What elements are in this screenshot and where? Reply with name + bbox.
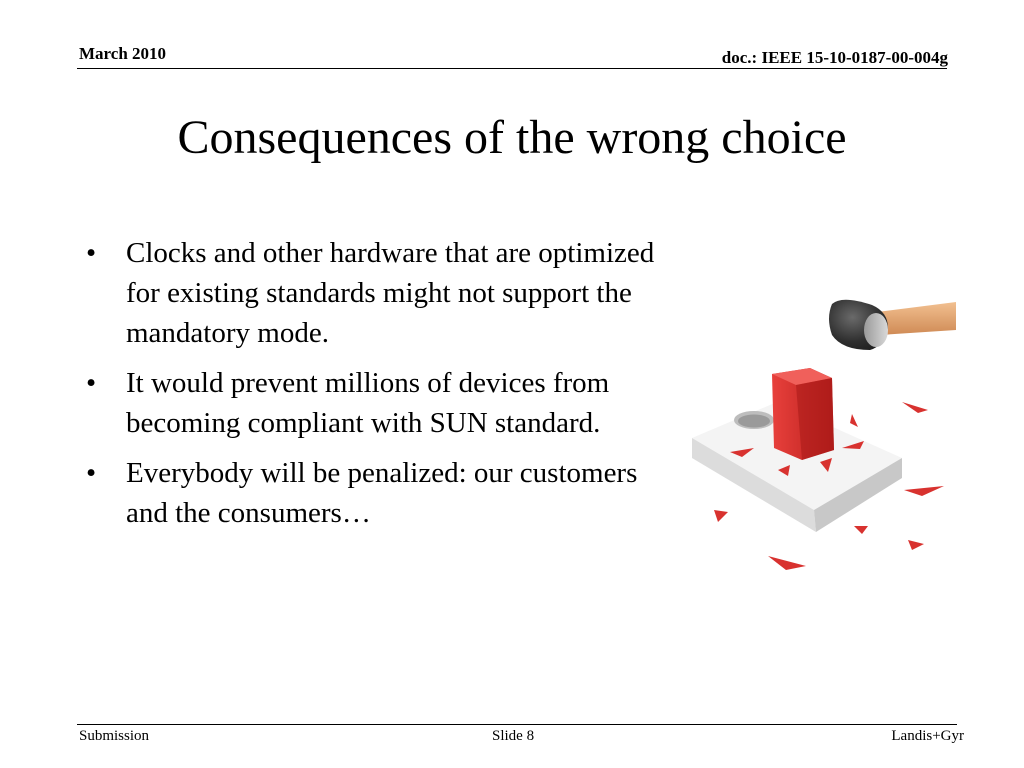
hammer-broken-block-illustration — [692, 290, 956, 590]
red-block-icon — [772, 368, 834, 460]
footer-company: Landis+Gyr — [891, 728, 964, 744]
bullet-item — [84, 233, 664, 353]
bullet-item — [84, 363, 664, 443]
bullet-icon: • — [86, 367, 97, 399]
bullet-icon: • — [86, 237, 97, 269]
bullet-item — [84, 453, 664, 533]
header-divider — [77, 68, 947, 69]
bullet-text: Clocks and other hardware that are optimized for existing standards might not support the mandatory mode. — [126, 237, 655, 349]
bullet-text: Everybody will be penalized: our customers and the consumers… — [126, 457, 638, 529]
slide-title: Consequences of the wrong choice — [177, 111, 847, 164]
bullet-text: It would prevent millions of devices from becoming compliant with SUN standard. — [126, 367, 610, 439]
footer-slide-number: Slide 8 — [492, 728, 535, 744]
footer-submission: Submission — [79, 728, 150, 744]
bullet-list — [84, 233, 664, 543]
header-date: March 2010 — [79, 44, 167, 63]
bullet-icon: • — [86, 457, 97, 489]
header-doc-id: doc.: IEEE 15-10-0187-00-004g — [721, 48, 948, 67]
hammer-icon — [829, 300, 956, 350]
footer-divider — [77, 724, 957, 725]
